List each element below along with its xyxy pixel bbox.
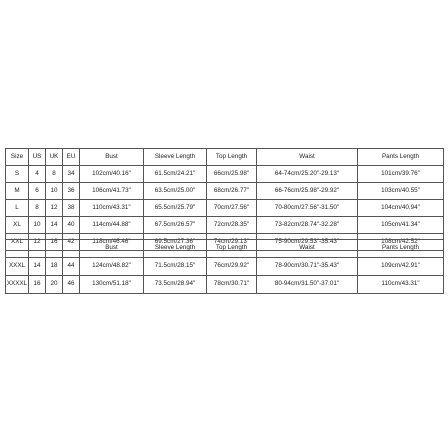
- table-cell: XL: [6, 217, 29, 234]
- column-header: Sleeve Length: [144, 240, 207, 258]
- table-cell: 16: [46, 234, 63, 251]
- column-header: Waist: [257, 149, 358, 166]
- table-cell: 124cm/48.82": [80, 258, 144, 276]
- table-cell: 65.5cm/25.79": [144, 200, 207, 217]
- table-cell: 118cm/46.46": [80, 234, 144, 251]
- column-header: Bust: [80, 149, 144, 166]
- table-row: [6, 166, 444, 183]
- table-cell: 67.5cm/26.57": [144, 217, 207, 234]
- table-cell: 38: [63, 200, 80, 217]
- table-cell: 104cm/40.94": [358, 200, 444, 217]
- table-cell: M: [6, 183, 29, 200]
- table-cell: 66-76cm/25.98"-29.92": [257, 183, 358, 200]
- size-chart-table: [5, 148, 444, 251]
- table-cell: 40: [63, 217, 80, 234]
- table-cell: 114cm/44.88": [80, 217, 144, 234]
- table-cell: 16: [29, 276, 46, 294]
- table-cell: 110cm/43.31": [80, 200, 144, 217]
- table-cell: 18: [46, 258, 63, 276]
- table-cell: S: [6, 166, 29, 183]
- table-cell: 130cm/51.18": [80, 276, 144, 294]
- table-cell: 66cm/25.98": [207, 166, 257, 183]
- table-cell: 12: [29, 234, 46, 251]
- column-header: Sleeve Length: [144, 149, 207, 166]
- table-cell: 78-90cm/30.71"-35.43": [257, 258, 358, 276]
- column-header: Top Length: [207, 240, 257, 258]
- table-cell: 10: [46, 183, 63, 200]
- column-header: Bust: [80, 240, 144, 258]
- table-cell: 61.5cm/24.21": [144, 166, 207, 183]
- column-header: Size: [6, 149, 29, 166]
- table-cell: 80-94cm/31.50"-37.01": [257, 276, 358, 294]
- table-cell: 73.5cm/28.94": [144, 276, 207, 294]
- table-cell: 78cm/30.71": [207, 276, 257, 294]
- table-row: [6, 183, 444, 200]
- table-cell: 74cm/29.13": [207, 234, 257, 251]
- column-header: Pants Length: [358, 149, 444, 166]
- table-cell: 110cm/43.31": [358, 276, 444, 294]
- table-cell: 102cm/40.16": [80, 166, 144, 183]
- table-cell: 12: [46, 200, 63, 217]
- table-row: [6, 217, 444, 234]
- table-cell: 8: [29, 200, 46, 217]
- table-cell: 10: [29, 217, 46, 234]
- table-cell: 34: [63, 166, 80, 183]
- blank-header-cell: [6, 240, 29, 258]
- table-row: [6, 200, 444, 217]
- table-cell: 8: [46, 166, 63, 183]
- table-cell: 106cm/41.73": [80, 183, 144, 200]
- table-cell: XXXXL: [6, 276, 29, 294]
- table-row: [6, 258, 444, 276]
- blank-header-cell: [63, 240, 80, 258]
- table-cell: L: [6, 200, 29, 217]
- column-header: Top Length: [207, 149, 257, 166]
- table-cell: 68cm/26.77": [207, 183, 257, 200]
- table-cell: 105cm/41.34": [358, 217, 444, 234]
- table-cell: 70cm/27.56": [207, 200, 257, 217]
- table-cell: 46: [63, 276, 80, 294]
- table-cell: 6: [29, 183, 46, 200]
- blank-header-cell: [46, 240, 63, 258]
- column-header: EU: [63, 149, 80, 166]
- table-cell: 73-82cm/28.74"-32.28": [257, 217, 358, 234]
- table-cell: 101cm/39.76": [358, 166, 444, 183]
- table-cell: 14: [29, 258, 46, 276]
- table-cell: 64-74cm/25.20"-29.13": [257, 166, 358, 183]
- extended-size-chart-table: [5, 239, 444, 294]
- table-cell: XXL: [6, 234, 29, 251]
- table-cell: 76cm/29.92": [207, 258, 257, 276]
- column-header: Waist: [257, 240, 358, 258]
- table-cell: 14: [46, 217, 63, 234]
- table-cell: 69.5cm/27.36": [144, 234, 207, 251]
- table-cell: 108cm/42.52": [358, 234, 444, 251]
- table-cell: XXXL: [6, 258, 29, 276]
- table-cell: 42: [63, 234, 80, 251]
- table-cell: 72cm/28.35": [207, 217, 257, 234]
- table-cell: 103cm/40.55": [358, 183, 444, 200]
- column-header: US: [29, 149, 46, 166]
- table-cell: 36: [63, 183, 80, 200]
- table-cell: 63.5cm/25.00": [144, 183, 207, 200]
- table-row: [6, 276, 444, 294]
- table-cell: 109cm/42.91": [358, 258, 444, 276]
- column-header: UK: [46, 149, 63, 166]
- table-cell: 75-90cm/29.53"-35.43": [257, 234, 358, 251]
- table-cell: 4: [29, 166, 46, 183]
- table-cell: 44: [63, 258, 80, 276]
- column-header: Pants Length: [358, 240, 444, 258]
- table-cell: 20: [46, 276, 63, 294]
- table-header-row: [6, 240, 444, 258]
- blank-header-cell: [29, 240, 46, 258]
- table-header-row: [6, 149, 444, 166]
- table-cell: 71.5cm/28.15": [144, 258, 207, 276]
- table-cell: 70-80cm/27.56"-31.50": [257, 200, 358, 217]
